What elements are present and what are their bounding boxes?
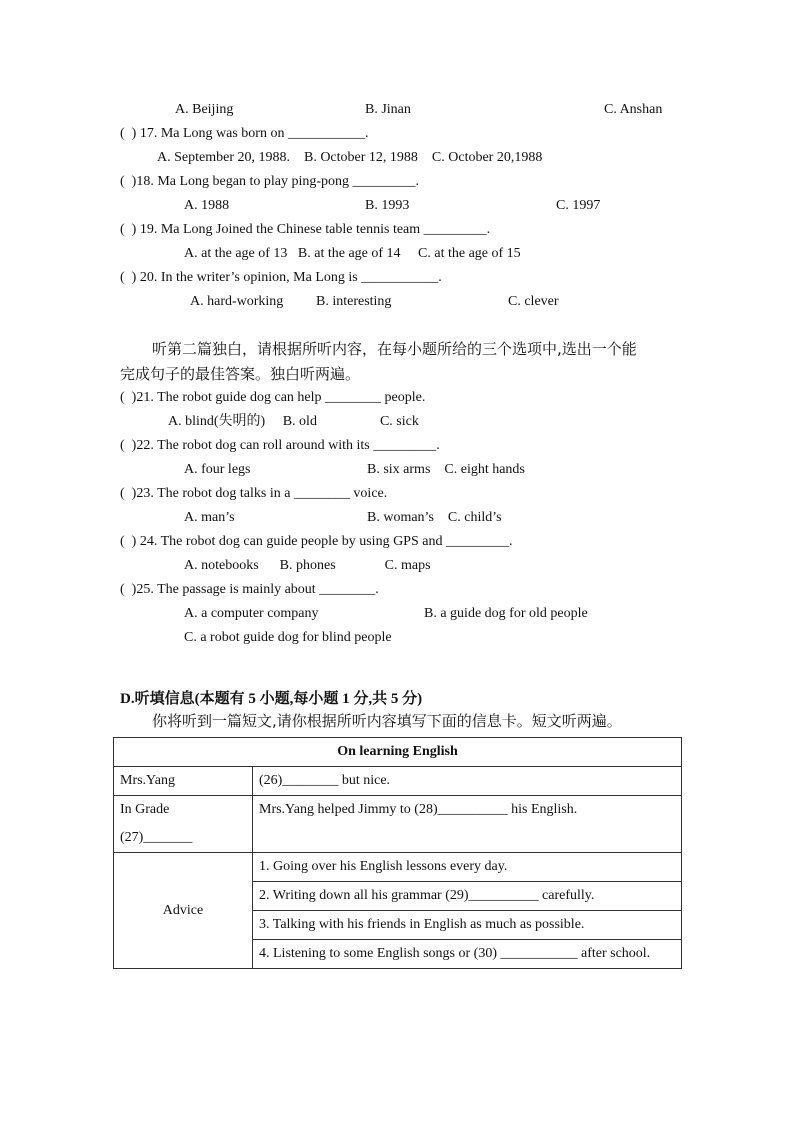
monologue2-instruction-line1: 听第二篇独白，请根据所听内容，在每小题所给的三个选项中,选出一个能 (152, 340, 637, 358)
q16-option-b: B. Jinan (365, 102, 411, 117)
q20-option-a: A. hard-working (190, 294, 284, 309)
q22-stem: ( )22. The robot dog can roll around with its _________. (120, 438, 440, 453)
q22-option-a: A. four legs (184, 462, 251, 477)
q16-option-c: C. Anshan (604, 102, 663, 117)
q18-option-b: B. 1993 (365, 198, 410, 213)
info-card-title: On learning English (114, 738, 682, 767)
part-d-heading: D.听填信息(本题有 5 小题,每小题 1 分,共 5 分) (120, 691, 423, 707)
q25-stem: ( )25. The passage is mainly about ________. (120, 582, 379, 597)
row2-label (114, 796, 253, 853)
q24-options: A. notebooks B. phones C. maps (184, 558, 431, 573)
advice-label: Advice (114, 853, 253, 969)
q19-options: A. at the age of 13 B. at the age of 14 C. at the age of 15 (184, 246, 521, 261)
q23-option-bc: B. woman’s C. child’s (367, 510, 502, 525)
q20-option-c: C. clever (508, 294, 559, 309)
monologue2-instruction-line2: 完成句子的最佳答案。独白听两遍。 (120, 365, 361, 383)
q23-option-a: A. man’s (184, 510, 235, 525)
q20-stem: ( ) 20. In the writer’s opinion, Ma Long is ___________. (120, 270, 442, 285)
q18-option-c: C. 1997 (556, 198, 601, 213)
q19-stem: ( ) 19. Ma Long Joined the Chinese table tennis team _________. (120, 222, 491, 237)
q18-option-a: A. 1988 (184, 198, 230, 213)
q24-stem: ( ) 24. The robot dog can guide people by using GPS and _________. (120, 534, 513, 549)
q16-option-a: A. Beijing (175, 102, 234, 117)
advice-item: 4. Listening to some English songs or (30) ___________ after school. (253, 940, 682, 969)
q17-options: A. September 20, 1988. B. October 12, 1988 C. October 20,1988 (157, 150, 543, 165)
row2-label-line2: (27)_______ (120, 830, 193, 845)
q20-option-b: B. interesting (316, 294, 392, 309)
row1-value: (26)________ but nice. (253, 767, 682, 796)
advice-item: 3. Talking with his friends in English as much as possible. (253, 911, 682, 940)
part-d-instruction: 你将听到一篇短文,请你根据所听内容填写下面的信息卡。短文听两遍。 (152, 712, 622, 730)
row2-label-line1: In Grade (120, 802, 170, 817)
q25-option-c: C. a robot guide dog for blind people (184, 630, 392, 645)
q17-stem: ( ) 17. Ma Long was born on ___________. (120, 126, 369, 141)
q18-stem: ( )18. Ma Long began to play ping-pong _________. (120, 174, 420, 189)
info-card-table (113, 737, 682, 969)
row1-label: Mrs.Yang (114, 767, 253, 796)
q21-stem: ( )21. The robot guide dog can help ________ people. (120, 390, 426, 405)
q22-option-bc: B. six arms C. eight hands (367, 462, 525, 477)
q25-option-b: B. a guide dog for old people (424, 606, 588, 621)
advice-item: 2. Writing down all his grammar (29)__________ carefully. (253, 882, 682, 911)
advice-item: 1. Going over his English lessons every day. (253, 853, 682, 882)
q23-stem: ( )23. The robot dog talks in a ________ voice. (120, 486, 388, 501)
row2-value: Mrs.Yang helped Jimmy to (28)__________ his English. (253, 796, 682, 853)
q25-option-a: A. a computer company (184, 606, 319, 621)
q21-options: A. blind(失明的) B. old C. sick (168, 414, 419, 429)
